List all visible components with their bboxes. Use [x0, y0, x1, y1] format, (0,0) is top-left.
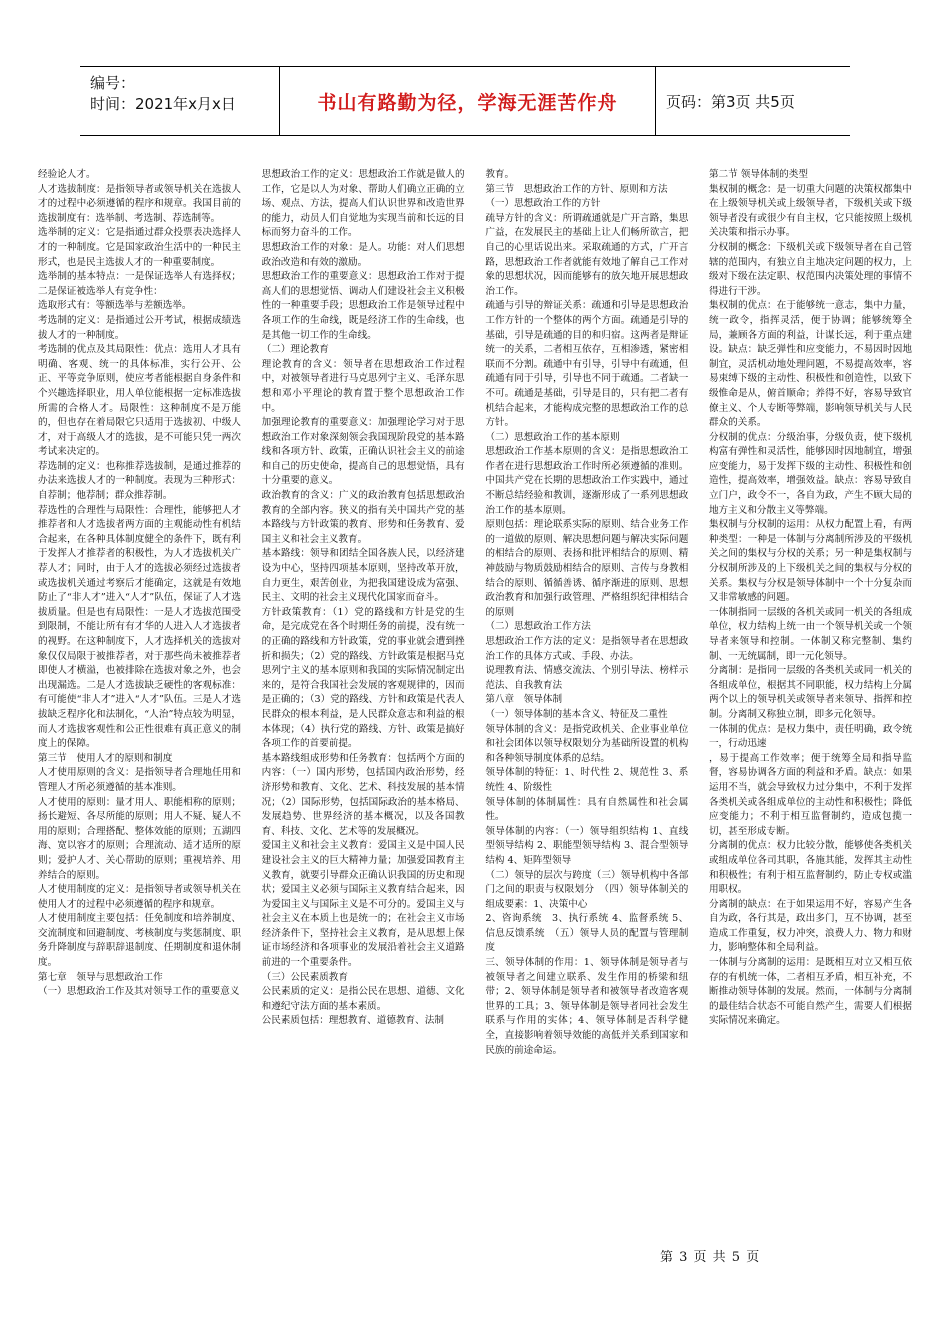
paragraph: （二）思想政治工作的基本原则 [485, 431, 620, 443]
paragraph: 说理教育法、情感交流法、个别引导法、榜样示范法、自我教育法 [485, 665, 689, 691]
paragraph: 选举制的基本特点：一是保证选举人有选择权；二是保证被选举人有竞争性： [38, 271, 241, 297]
paragraph: 选取形式有：等额选举与差额选举。 [38, 300, 192, 312]
paragraph: 思想政治工作基本原则的含义：是指思想政治工作者在进行思想政治工作时所必须遵循的准则。中国共产党在长期的思想政治工作实践中，通过不断总结经验和教训，逐渐形成了一系列思想政治工作的基本原则。 [485, 446, 689, 516]
document-number-label: 编号： [90, 74, 136, 92]
paragraph: （二）思想政治工作方法 [485, 621, 591, 633]
header-meta [80, 67, 280, 135]
paragraph: 分离制的优点：权力比较分散，能够使各类机关或组成单位各司其职，各施其能，发挥其主动性和积极性；有利于相互监督制约，防止专权或滥用职权。 [708, 840, 912, 896]
paragraph: 2、咨询系统 3、执行系统 4、监督系统 5、信息反馈系统 （五）领导人员的配置与管理制度 [485, 913, 689, 954]
body-columns [38, 168, 912, 1240]
paragraph: 分离制的缺点：在于如果运用不好，容易产生各自为政，各行其是，政出多门，互不协调，甚至造成工作重复，权力冲突，浪费人力、物力和财力，影响整体和全局利益。 [708, 898, 912, 954]
text-column-3 [485, 168, 688, 1240]
paragraph: 加强理论教育的重要意义：加强理论学习对于思想政治工作对象深刻领会我国现阶段党的基本路线和各项方针、政策，正确认识社会主义的前途和自己的历史使命，提高自己的思想觉悟，具有十分重要的意义。 [261, 417, 465, 487]
text-column-4 [709, 168, 912, 1240]
paragraph: 政治教育的含义：广义的政治教育包括思想政治教育的全部内容。狭义的指有关中国共产党的基本路线与方针政策的教育、形势和任务教育、爱国主义和社会主义教育。 [261, 490, 465, 545]
paragraph: 集权制的优点：在于能够统一意志，集中力量，统一政令，指挥灵活，便于协调；能够统筹全局，兼顾各方面的利益，计谋长远，利于重点建设。缺点：缺乏弹性和应变能力，不易因时因地制宜，灵活机动地处理问题，不易提高效率，容易束缚下级的主动性、积极性和创造性，以致下级惟命是从，俯首顺命；养得不好，容易导致官僚主义、个人专断等弊端，影响领导机关与人民群众的关系。 [708, 300, 912, 429]
page-header [80, 66, 850, 136]
paragraph: 一体制与分离制的运用：是既相互对立又相互依存的有机统一体，二者相互矛盾，相互补充，不断推动领导体制的发展。然而，一体制与分离制的最佳结合状态不可能自然产生，需要人们根据实际情况来确定。 [708, 957, 912, 1027]
paragraph: 领导体制的特征：1、时代性 2、规范性 3、系统性 4、阶级性 [485, 767, 689, 793]
paragraph: 思想政治工作的对象：是人。功能：对人们思想政治改造和有效的激励。 [261, 241, 465, 268]
paragraph: 一体制指同一层级的各机关或同一机关的各组成单位，权力结构上统一由一个领导机关或一个领导者来领导和控制。一体制又称完整制、集约制、一无统属制，即一元化领导。 [708, 606, 912, 662]
paragraph: 基本路线组成形势和任务教育：包括两个方面的内容：（一）国内形势，包括国内政治形势，经济形势和教育、文化、艺术、科技发展的基本情况；（2）国际形势，包括国际政治的基本格局、发展趋势、世界经济的基本概况，以及各国教育、科技、文化、艺术等的发展概况。 [261, 752, 465, 837]
paragraph: 领导体制的体制属性：具有自然属性和社会属性。 [485, 796, 689, 823]
paragraph: 第三节 使用人才的原则和制度 [38, 752, 173, 764]
paragraph: 思想政治工作方法的定义：是指领导者在思想政治工作的具体方式或、手段、办法。 [485, 636, 689, 662]
paragraph: 第二节 领导体制的类型 [708, 169, 808, 180]
paragraph: 集权制与分权制的运用：从权力配置上看，有两种类型：一种是一体制与分离制所涉及的平级机关之间的集权与分权的关系；另一种是集权制与分权制所涉及的上下级机关之间的集权与分权的关系。集权与分权是领导体制中一个十分复杂而又非常敏感的问题。 [708, 519, 912, 604]
paragraph: （二）理论教育 [261, 344, 329, 356]
paragraph: 三、领导体制的作用：1、领导体制是领导者与被领导者之间建立联系、发生作用的桥梁和纽带；2、领导体制是领导者和被领导者改造客观世界的工具；3、领导体制是领导者同社会发生联系与作用的实体；4、领导体制是否科学健全，直接影响着领导效能的高低并关系到国家和民族的前途命运。 [485, 957, 689, 1056]
paragraph: 方针政策教育：（1）党的路线和方针是党的生命，是完成党在各个时期任务的前提，没有统一的正确的路线和方针政策，党的事业就会遭到挫折和损失；（2）党的路线、方针政策是根据马克思列宁主义的基本原则和我国的实际情况制定出来的，是符合我国社会发展的客观规律的，因而是正确的；（3）党的路线、方针和政策是代表人民群众的根本利益，是人民群众意志和利益的根本体现；（4）执行党的路线、方针、政策是搞好各项工作的首要前提。 [261, 606, 465, 750]
paragraph: 爱国主义和社会主义教育：爱国主义是中国人民建设社会主义的巨大精神力量；加强爱国教育主义教育，就要引导群众正确认识我国的历史和现状；爱国主义必须与国际主义教育结合起来，因为爱国主义与国际主义是不可分的。爱国主义与社会主义在本质上也是统一的；在社会主义市场经济条件下，坚持社会主义教育，是从思想上保证市场经济和各项事业的发展沿着社会主义道路前进的一个重要条件。 [261, 840, 465, 969]
paragraph: 经验论人才。 [38, 169, 96, 180]
paragraph: 原则包括：理论联系实际的原则、结合业务工作的一道做的原则、解决思想问题与解决实际问题的相结合的原则、表扬和批评相结合的原则、精神鼓励与物质鼓励相结合的原则、言传与身教相结合的原则、循循善诱、循序渐进的原则、思想政治教育和加强行政管理、严格组织纪律相结合的原则 [485, 519, 689, 618]
paragraph: 考选制的定义：是指通过公开考试，根据成绩选拔人才的一种制度。 [38, 314, 241, 341]
text-column-2 [262, 168, 465, 1240]
paragraph: （二）领导的层次与跨度（三）领导机构中各部门之间的职责与权限划分 （四）领导体制关的组成要素：1、决策中心 [485, 869, 689, 910]
paragraph: 选举制的定义：它是指通过群众投票表决选择人才的一种制度。它是国家政治生活中的一种民主形式，也是民主选拔人才的一种重要制度。 [38, 227, 241, 268]
paragraph: 基本路线：领导和团结全国各族人民，以经济建设为中心，坚持四项基本原则，坚持改革开放，自力更生，艰苦创业，为把我国建设成为富强、民主、文明的社会主义现代化国家而奋斗。 [261, 548, 465, 604]
paragraph: 思想政治工作的定义：思想政治工作就是做人的工作，它是以人为对象、帮助人们确立正确的立场、观点、方法，提高人们认识世界和改造世界的能力，动员人们自觉地为实现当前和长远的目标而努力奋斗的工作。 [261, 169, 465, 239]
paragraph: 人才选拔制度：是指领导者或领导机关在选拔人才的过程中必须遵循的程序和规章。我国目前的选拔制度有：选举制、考选制、荐选制等。 [38, 183, 241, 224]
header-motto: 书山有路勤为径，学海无涯苦作舟 [317, 91, 618, 114]
paragraph: 疏导方针的含义：所谓疏通就是广开言路，集思广益，在发展民主的基础上让人们畅所欲言，把自己的心里话说出来。采取疏通的方式，广开言路，思想政治工作者就能有效地了解自己工作对象的思想状况，因而能够有的放矢地开展思想政治工作。 [485, 212, 689, 297]
paragraph: 分权制的概念：下级机关或下级领导者在自己管辖的范围内，有独立自主地决定问题的权力，上级对下级在法定职、权范围内决策处理的事情不得进行干涉。 [708, 241, 912, 297]
paragraph: 第八章 领导体制 [485, 694, 563, 706]
paragraph: 第三节 思想政治工作的方针、原则和方法 [485, 183, 668, 195]
paragraph: （一）领导体制的基本含义、特征及二重性 [485, 708, 668, 720]
paragraph: 公民素质包括：理想教育、道德教育、法制 [261, 1015, 444, 1027]
paragraph: 人才使用的原则：量才用人、职能相称的原则；扬长避短、各尽所能的原则；用人不疑、疑人不用的原则；合理搭配、整体效能的原则；五湖四海、宽以容才的原则；合理流动、适才适所的原则；爱护人才、关心帮助的原则；重视培养、用养结合的原则。 [38, 796, 241, 881]
header-page-number: 页码：第3页 共5页 [666, 92, 795, 111]
paragraph: 理论教育的含义：领导者在思想政治工作过程中，对被领导者进行马克思列宁主义、毛泽东思想和邓小平理论的教育置于整个思想政治工作中。 [261, 358, 465, 414]
page-footer: 第 3 页 共 5 页 [660, 1250, 761, 1265]
paragraph: 领导体制的含义：是指党政机关、企业事业单位和社会团体以领导权限划分为基础所设置的机构和各种领导制度体系的总结。 [485, 723, 689, 764]
paragraph: 分离制：是指同一层级的各类机关或同一机关的各组成单位，根据其不同职能，权力结构上分属两个以上的领导机关或领导者来领导、指挥和控制。分离制又称独立制，即多元化领导。 [708, 665, 912, 720]
paragraph: 人才使用原则的含义：是指领导者合理地任用和管理人才所必须遵循的基本准则。 [38, 767, 241, 793]
header-page-cell [656, 67, 850, 135]
paragraph: 公民素质的定义：是指公民在思想、道德、文化和遵纪守法方面的基本素质。 [261, 986, 465, 1012]
header-motto-cell [280, 67, 656, 135]
paragraph: 人才使用制度的定义：是指领导者或领导机关在使用人才的过程中必须遵循的程序和规章。 [38, 884, 241, 910]
paragraph: 荐选性的合理性与局限性：合理性，能够把人才推荐者和人才选拔者两方面的主观能动性有机结合起来，在各种具体制度健全的条件下，既有利于发挥人才推荐者的积极性，为人才选拔机关广荐人才；同时，由于人才的选拔必须经过选拔者或选拔机关通过考察后才能确定，这就是有效地防止了“非人才”进入“人才”队伍，保证了人才选拔质量。但是也有局限性：一是人才选拔范围受到限制，不能让所有有才华的人进入人才选拔者的视野。在这种制度下，人才选择机关的选拔对象仅仅局限于被推荐者，对于那些尚未被推荐者即使人才横溢，也被排除在选拔对象之外，也会出现漏选。二是人才选拔缺乏硬性的客观标准：有可能使“非人才”进入“人才”队伍。三是人才选拔缺乏程序化和法制化，“人治”特点较为明显，而人才选拔客观性和公正性很难有真正意义的制度上的保障。 [38, 504, 241, 750]
paragraph: 教育。 [485, 169, 515, 180]
paragraph: 疏通与引导的辩证关系：疏通和引导是思想政治工作方针的一个整体的两个方面。疏通是引导的基础，引导是疏通的目的和归宿。这两者是辩证统一的关系，二者相互依存，互相渗透，紧密相联而不分割。疏通中有引导，引导中有疏通，但疏通有同于引导，引导也不同于疏通。二者缺一不可。疏通是基础，引导是目的，只有把二者有机结合起来，才能构成完整的思想政治工作的总方针。 [485, 300, 689, 429]
paragraph: 荐选制的定义：也称推荐选拔制，是通过推荐的办法来选拔人才的一种制度。表现为三种形式：自荐制；他荐制；群众推荐制。 [38, 460, 241, 502]
paragraph: （一）思想政治工作及其对领导工作的重要意义 [38, 986, 240, 998]
document-time-label: 时间：2021年x月x日 [90, 95, 236, 113]
paragraph: 第七章 领导与思想政治工作 [38, 971, 163, 983]
paragraph: 领导体制的内容：（一）领导组织结构 1、直线型领导结构 2、职能型领导结构 3、混合型领导结构 4、矩阵型领导 [485, 825, 689, 866]
paragraph: （三）公民素质教育 [261, 971, 348, 983]
paragraph: 考选制的优点及其局限性：优点：选用人才具有明确、客观、统一的具体标准，实行公开、公正、平等竞争原则，使应考者能根据自身条件和个兴趣选择职业，用人单位能根据一定标准选拔所需的合格人才。局限性：这种制度不是万能的，但也存在着局限它只适用于选拔初、中级人才，对于高级人才的选拔，是不可能只凭一两次考试来决定的。 [38, 344, 241, 458]
paragraph: 分权制的优点：分级治事，分级负责，使下级机构富有弹性和灵活性，能够因时因地制宜，增强应变能力，易于发挥下级的主动性、积极性和创造性，提高效率，增强效益。缺点：容易导致自立门户，政令不一，各自为政，产生不顾大局的地方主义和分散主义等弊端。 [708, 431, 912, 516]
paragraph: 思想政治工作的重要意义：思想政治工作对于提高人们的思想觉悟、调动人们建设社会主义积极性的一种重要手段；思想政治工作是领导过程中各项工作的生命线，既是经济工作的生命线，也是其他一切工作的生命线。 [261, 271, 465, 341]
paragraph: 人才使用制度主要包括：任免制度和培养制度、交流制度和回避制度、考核制度与奖惩制度、职务升降制度与辞职辞退制度、任期制度和退休制度。 [38, 913, 241, 969]
paragraph: 集权制的概念：是一切重大问题的决策权都集中在上级领导机关或上级领导者，下级机关或下级领导者没有或很少有自主权，它只能按照上级机关决策和指示办事。 [708, 183, 912, 239]
paragraph: （一）思想政治工作的方针 [485, 198, 601, 210]
text-column-1 [38, 168, 241, 1240]
paragraph: 一体制的优点：是权力集中，责任明确，政令统一，行动迅速 [708, 723, 912, 750]
paragraph: ，易于提高工作效率；便于统筹全局和指导监督，容易协调各方面的利益和矛盾。缺点：如果运用不当，就会导致权力过分集中，不利于发挥各类机关或各组成单位的主动性和积极性；降低应变能力；不利于相互监督制约，造成包揽一切，甚至形成专断。 [708, 752, 912, 837]
